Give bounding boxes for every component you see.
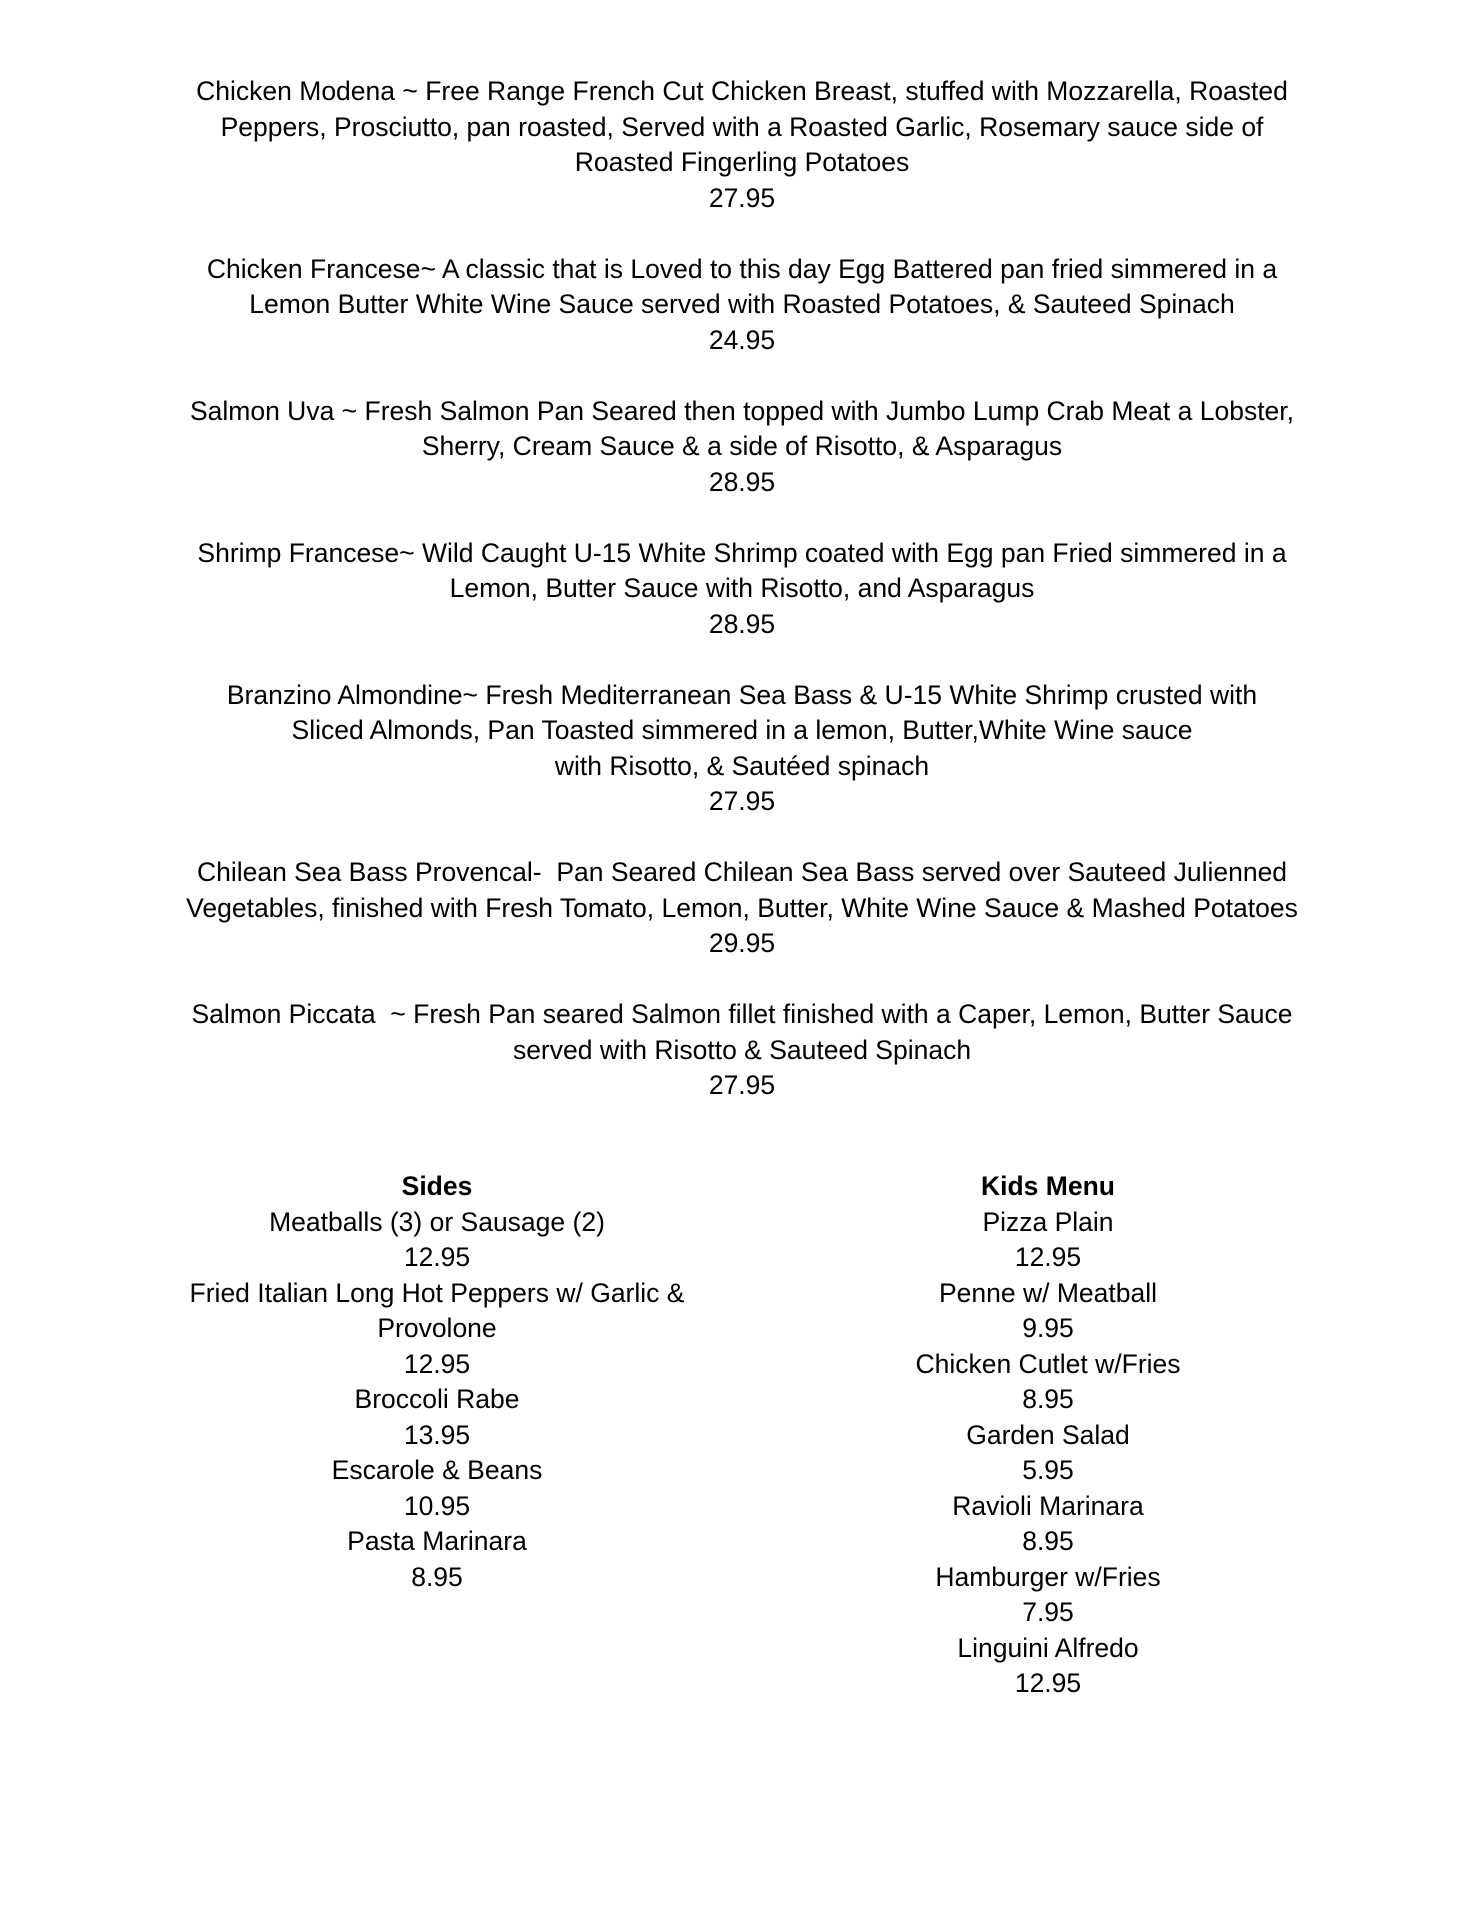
entree-description-line: Peppers, Prosciutto, pan roasted, Served with a Roasted Garlic, Rosemary sauce side of [220, 111, 1264, 142]
entree-description-line: Branzino Almondine~ Fresh Mediterranean Sea Bass & U-15 White Shrimp crusted with [226, 679, 1258, 710]
kids-menu-item-price: 12.95 [1014, 1242, 1082, 1272]
kids-menu-item-price: 8.95 [1022, 1384, 1074, 1414]
kids-menu-item-price: 12.95 [1014, 1668, 1082, 1698]
kids-menu-item-name: Ravioli Marinara [952, 1490, 1144, 1521]
entree-description-line: Shrimp Francese~ Wild Caught U-15 White Shrimp coated with Egg pan Fried simmered in a [197, 537, 1287, 568]
entree-description-line: Lemon Butter White Wine Sauce served with Roasted Potatoes, & Sauteed Spinach [249, 289, 1235, 319]
entree-description-line: Chilean Sea Bass Provencal- Pan Seared Chilean Sea Bass served over Sauteed Julienned [196, 857, 1288, 887]
sides-heading: Sides [401, 1171, 473, 1201]
entree-description-line: Vegetables, finished with Fresh Tomato, Lemon, Butter, White Wine Sauce & Mashed Potatoes [186, 892, 1298, 923]
sides-item-name: Escarole & Beans [331, 1455, 543, 1485]
entree-item [172, 536, 1312, 643]
entree-description-line: Salmon Uva ~ Fresh Salmon Pan Seared then topped with Jumbo Lump Crab Meat a Lobster, [189, 395, 1295, 426]
kids-menu-item-name: Hamburger w/Fries [935, 1561, 1161, 1592]
entree-item [172, 997, 1312, 1104]
entree-description-line: Sherry, Cream Sauce & a side of Risotto, & Asparagus [421, 431, 1063, 461]
kids-menu-item-price: 5.95 [1022, 1455, 1074, 1485]
kids-menu-item-price: 8.95 [1022, 1526, 1074, 1556]
entree-description-line: served with Risotto & Sauteed Spinach [512, 1034, 972, 1065]
sides-section [172, 1169, 702, 1595]
sides-item-price: 10.95 [403, 1490, 471, 1521]
sides-item-price: 12.95 [403, 1242, 471, 1272]
entree-description-line: Sliced Almonds, Pan Toasted simmered in a lemon, Butter,White Wine sauce [291, 715, 1193, 745]
entree-price: 27.95 [708, 182, 776, 213]
entree-description-line: with Risotto, & Sautéed spinach [554, 750, 930, 781]
entree-price: 29.95 [708, 928, 776, 958]
sides-item-name: Meatballs (3) or Sausage (2) [269, 1206, 605, 1237]
kids-menu-item-name: Linguini Alfredo [957, 1632, 1139, 1663]
entree-description-line: Lemon, Butter Sauce with Risotto, and Asparagus [449, 573, 1035, 603]
kids-menu-heading: Kids Menu [981, 1171, 1115, 1201]
sides-item-price: 13.95 [403, 1419, 471, 1450]
entree-price: 27.95 [708, 1070, 776, 1100]
sides-item-name: Broccoli Rabe [354, 1384, 520, 1414]
entree-item [172, 855, 1312, 962]
entree-price: 24.95 [708, 324, 776, 355]
entree-description-line: Chicken Modena ~ Free Range French Cut Chicken Breast, stuffed with Mozzarella, Roasted [196, 76, 1288, 106]
sides-item-name: Pasta Marinara [347, 1526, 527, 1556]
kids-menu-item-price: 7.95 [1022, 1597, 1074, 1627]
kids-menu-item-name: Pizza Plain [982, 1206, 1114, 1237]
kids-menu-item-price: 9.95 [1022, 1313, 1074, 1343]
entree-item [172, 74, 1312, 216]
sides-and-kids-columns [0, 1169, 1484, 1729]
kids-menu-item-name: Garden Salad [966, 1419, 1130, 1450]
entree-price: 27.95 [708, 786, 776, 816]
entree-description-line: Salmon Piccata ~ Fresh Pan seared Salmon fillet finished with a Caper, Lemon, Butter Sauce [191, 999, 1293, 1029]
sides-item-price: 8.95 [411, 1561, 463, 1592]
sides-item-price: 12.95 [403, 1348, 471, 1379]
entrees-section [172, 74, 1312, 1139]
sides-item-name: Provolone [377, 1313, 497, 1343]
kids-menu-item-name: Penne w/ Meatball [938, 1277, 1158, 1308]
entree-price: 28.95 [708, 608, 776, 639]
entree-item [172, 252, 1312, 359]
kids-menu-section [858, 1169, 1238, 1702]
entree-description-line: Chicken Francese~ A classic that is Loved to this day Egg Battered pan fried simmered in a [206, 253, 1278, 284]
entree-item [172, 678, 1312, 820]
entree-description-line: Roasted Fingerling Potatoes [574, 147, 910, 177]
entree-item [172, 394, 1312, 501]
entree-price: 28.95 [708, 466, 776, 497]
sides-item-name: Fried Italian Long Hot Peppers w/ Garlic & [189, 1277, 685, 1308]
kids-menu-item-name: Chicken Cutlet w/Fries [915, 1348, 1181, 1379]
